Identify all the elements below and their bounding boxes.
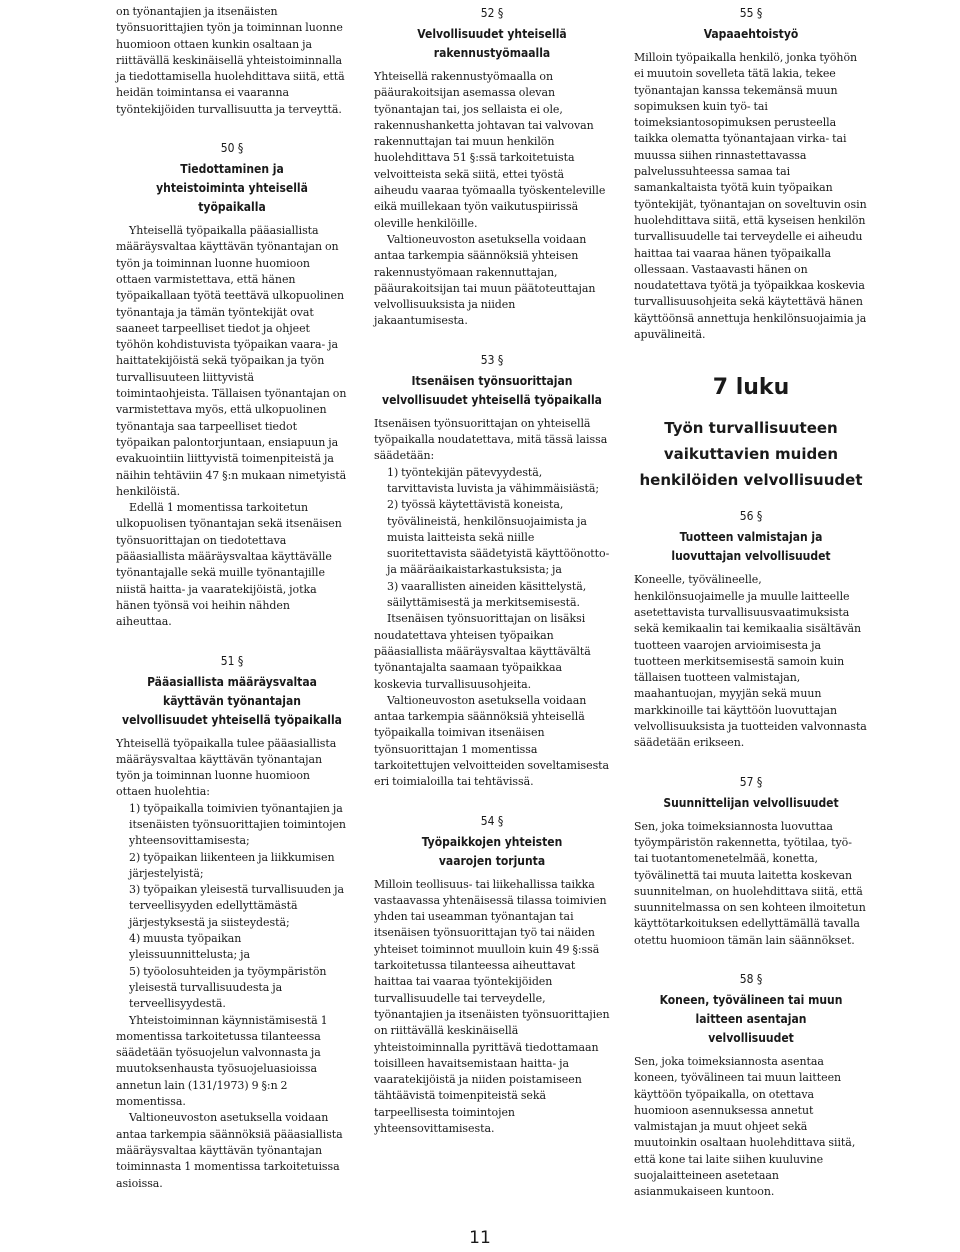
list-item: 1) työpaikalla toimivien työnantajien ja itsenäisten työnsuorittajien toimintojen yhteensovittamisesta; bbox=[129, 801, 346, 848]
list-item: 5) työolosuhteiden ja työympäristön yleisestä turvallisuudesta ja terveellisyydestä. bbox=[129, 964, 327, 1011]
paragraph: Yhteistoiminnan käynnistämisestä 1 momentissa tarkoitetussa tilanteessa säädetään työsuojelun valvonnasta ja muutoksenhausta työsuojeluasioissa annetun lain (131/1973) 9 §:n 2 momentissa. bbox=[116, 1013, 328, 1109]
section-title: Koneen, työvälineen tai muun laitteen asentajan velvollisuudet bbox=[659, 992, 843, 1045]
paragraph: Koneelle, työvälineelle, henkilönsuojaimelle ja muulle laitteelle asetettavista turvallisuusvaatimuksista sekä kemikaalin tai kemikaalia sisältävän tuotteen vaarojen arvioimisesta ja tuotteen merkitsemisestä samoin kuin tällaisen tuotteen valmistajan, maahantuojan, myyjän sekä muun markkinoille tai käyttöön luovuttajan velvollisuuksista ja tuotteiden valvonnasta säädetään erikseen. bbox=[634, 573, 867, 750]
paragraph: Milloin työpaikalla henkilö, jonka työhön ei muutoin sovelleta tätä lakia, tekee työnantajan kanssa tekemänsä muun sopimuksen kuin työ- tai toimeksiantosopimuksen perusteella taikka olematta työnantajaan virka- tai muussa siihen rinnastettavassa palvelussuhteessa samaa tai samankaltaista työtä kuin työpaikan työntekijät, työnantajan on soveltuvin osin huolehdittava siitä, että kyseisen henkilön turvallisuudelle tai terveydelle ei aiheudu haittaa tai vaaraa hänen työpaikalla ollessaan. Vastaavasti hänen on noudatettava työtä ja työpaikkaa koskevia turvallisuusohjeita sekä käytettävä hänen käyttöönsä annettuja henkilönsuojaimia ja apuvälineitä. bbox=[634, 51, 867, 342]
list-item: 2) työpaikan liikenteen ja liikkumisen järjestelyistä; bbox=[129, 850, 335, 880]
section-heading-52 bbox=[374, 4, 610, 63]
paragraph: Itsenäisen työnsuorittajan on lisäksi noudatettava yhteisen työpaikan pääasiallista määräysvaltaa käyttävältä työnantajalta saamaan työpaikkaa koskevia turvallisuusohjeita. bbox=[374, 612, 591, 691]
section-number: 50 § bbox=[220, 141, 244, 156]
paragraph: Sen, joka toimeksiannosta luovuttaa työympäristön rakennetta, työtilaa, työ- tai tuotantomenetelmää, konetta, työvälinettä tai muuta laitetta koskevan suunnitelman, on huolehdittava siitä, että suunnitelmassa on sen kohteen ilmoitetun käyttötarkoituksen edellyttämällä tavalla otettu huomioon tämän lain säännökset. bbox=[634, 819, 866, 947]
paragraph: Yhteisellä työpaikalla pääasiallista määräysvaltaa käyttävän työnantajan on työn ja toiminnan luonne huomioon ottaen varmistettava, että hänen työpaikallaan työtä teettävä ulkopuolinen työnantaja ja tämän työntekijät ovat saaneet tarpeelliset tiedot ja ohjeet työhön kohdistuvista työpaikan vaara- ja haittatekijöistä sekä työpaikan ja työn turvallisuuteen liittyvistä toimintaohjeista. Tällaisen työnantajan on varmistettava myös, että ulkopuolinen työnantaja saa tarpeelliset tiedot työpaikan palontorjuntaan, ensiapuun ja evakuointiin liittyvistä toimenpiteistä ja näihin tehtäviin 47 §:n mukaan nimetyistä henkilöistä. bbox=[116, 224, 347, 498]
section-number: 58 § bbox=[739, 971, 763, 986]
section-title: Tuotteen valmistajan ja luovuttajan velvollisuudet bbox=[671, 530, 831, 564]
paragraph: Valtioneuvoston asetuksella voidaan antaa tarkempia säännöksiä pääasiallista määräysvaltaa käyttävän työnantajan toiminnasta 1 momentissa tarkoitetuissa asioissa. bbox=[116, 1111, 343, 1190]
chapter-heading bbox=[634, 373, 868, 493]
section-heading-55 bbox=[634, 4, 868, 44]
column-middle bbox=[374, 4, 610, 1137]
section-title: Vapaaehtoistyö bbox=[703, 27, 799, 41]
section-heading-54 bbox=[374, 812, 610, 871]
section-number: 53 § bbox=[480, 352, 504, 367]
section-number: 55 § bbox=[739, 6, 763, 20]
list-item: 3) työpaikan yleisestä turvallisuuden ja terveellisyyden edellyttämästä järjestyksestä ja siisteydestä; bbox=[129, 883, 345, 929]
paragraph: on työnantajien ja itsenäisten työnsuorittajien työn ja toiminnan luonne huomioon ottaen kunkin osaltaan ja riittävällä keskinäisellä yhteistoiminnalla ja tiedottamisella huolehdittava siitä, että heidän toimintansa ei vaaranna työntekijöiden turvallisuutta ja terveyttä. bbox=[116, 5, 345, 116]
section-title: Suunnittelijan velvollisuudet bbox=[663, 795, 839, 810]
list-item: 4) muusta työpaikan yleissuunnittelusta; ja bbox=[129, 932, 251, 962]
section-number: 54 § bbox=[480, 813, 504, 828]
section-number: 51 § bbox=[220, 653, 244, 668]
section-heading-50 bbox=[116, 139, 348, 217]
column-right bbox=[634, 4, 868, 1201]
section-heading-51 bbox=[116, 652, 348, 730]
section-heading-58 bbox=[634, 970, 868, 1048]
list-item: 3) vaarallisten aineiden käsittelystä, säilyttämisestä ja merkitsemisestä. bbox=[387, 579, 587, 610]
section-heading-56 bbox=[634, 507, 868, 566]
section-number: 57 § bbox=[739, 774, 763, 789]
section-title: Velvollisuudet yhteisellä rakennustyömaalla bbox=[417, 27, 567, 60]
list-item: 1) työntekijän pätevyydestä, tarvittavista luvista ja vähimmäisiästä; bbox=[387, 465, 600, 495]
section-title: Tiedottaminen ja yhteistoiminta yhteisellä työpaikalla bbox=[156, 162, 308, 215]
section-heading-53 bbox=[374, 351, 610, 410]
paragraph: Valtioneuvoston asetuksella voidaan antaa tarkempia säännöksiä yhteisellä työpaikalla toimivan itsenäisen työnsuorittajan 1 momentissa tarkoitettujen velvoitteiden soveltamisesta eri toimialoilla tai tehtävissä. bbox=[374, 693, 610, 789]
list-item: 2) työssä käytettävistä koneista, työvälineistä, henkilönsuojaimista ja muista laitteista sekä niille suoritettavista säädetyistä käyttöönotto- ja määräaikaistarkastuksista; ja bbox=[387, 498, 610, 577]
paragraph: Yhteisellä työpaikalla tulee pääasiallista määräysvaltaa käyttävän työnantajan työn ja toiminnan luonne huomioon ottaen huolehtia: bbox=[116, 736, 337, 799]
section-number: 56 § bbox=[739, 509, 763, 524]
chapter-number: 7 luku bbox=[712, 375, 790, 401]
section-number: 52 § bbox=[480, 6, 504, 20]
paragraph: Edellä 1 momentissa tarkoitetun ulkopuolisen työnantajan sekä itsenäisen työnsuorittajan on tiedotettava pääasiallista määräysvaltaa käyttävälle työnantajalle sekä muille työnantajille niistä haitta- ja vaaratekijöistä, jotka hänen työnsä voi heihin nähden aiheuttaa. bbox=[116, 501, 342, 629]
chapter-title: Työn turvallisuuteen vaikuttavien muiden henkilöiden velvollisuudet bbox=[639, 419, 863, 490]
paragraph: Milloin teollisuus- tai liikehallissa taikka vastaavassa yhtenäisessä tilassa toimivien yhden tai useamman työnantajan tai itsenäisen työnsuorittajan työ tai näiden yhteiset toiminnot muulloin kuin 49 §:ssä tarkoitetussa tilanteessa aiheuttavat haittaa tai vaaraa työntekijöiden turvallisuudelle tai terveydelle, työnantajien ja itsenäisten työnsuorittajien on riittävällä keskinäisellä yhteistoiminnalla pyrittävä tiedottamaan toisilleen havaitsemistaan haitta- ja vaaratekijöistä ja niiden poistamiseen tähtäävistä toimenpiteistä sekä tarpeellisesta toimintojen yhteensovittamisesta. bbox=[374, 877, 610, 1136]
section-heading-57 bbox=[634, 773, 868, 813]
section-title: Pääasiallista määräysvaltaa käyttävän työnantajan velvollisuudet yhteisellä työpaikalla bbox=[122, 674, 342, 727]
paragraph: Valtioneuvoston asetuksella voidaan antaa tarkempia säännöksiä yhteisen rakennustyömaan rakennuttajan, pääurakoitsijan tai muun päätoteuttajan velvollisuuksista ja niiden jakaantumisesta. bbox=[374, 232, 596, 328]
paragraph: Sen, joka toimeksiannosta asentaa koneen, työvälineen tai muun laitteen käyttöön työpaikalla, on otettava huomioon asennuksessa annetut valmistajan ja muut ohjeet sekä muutoinkin osaltaan huolehdittava siitä, että kone tai laite siihen kuuluvine suojalaitteineen asetetaan asianmukaiseen kuntoon. bbox=[634, 1054, 856, 1199]
column-left bbox=[116, 4, 348, 1192]
section-title: Työpaikkojen yhteisten vaarojen torjunta bbox=[421, 834, 563, 868]
section-title: Itsenäisen työnsuorittajan velvollisuudet yhteisellä työpaikalla bbox=[382, 373, 602, 407]
page-number: 11 bbox=[469, 1228, 491, 1248]
paragraph: Itsenäisen työnsuorittajan on yhteisellä työpaikalla noudatettava, mitä tässä laissa säädetään: bbox=[374, 416, 608, 463]
paragraph: Yhteisellä rakennustyömaalla on pääurakoitsijan asemassa olevan työnantajan tai, jos sellaista ei ole, rakennushanketta johtavan tai valvovan rakennuttajan tai muun henkilön huolehdittava 51 §:ssä tarkoitetuista velvoitteista sekä siitä, ettei työstä aiheudu vaaraa työmaalla työskenteleville eikä muillekaan työn vaikutuspiirissä oleville henkilöille. bbox=[374, 70, 606, 230]
